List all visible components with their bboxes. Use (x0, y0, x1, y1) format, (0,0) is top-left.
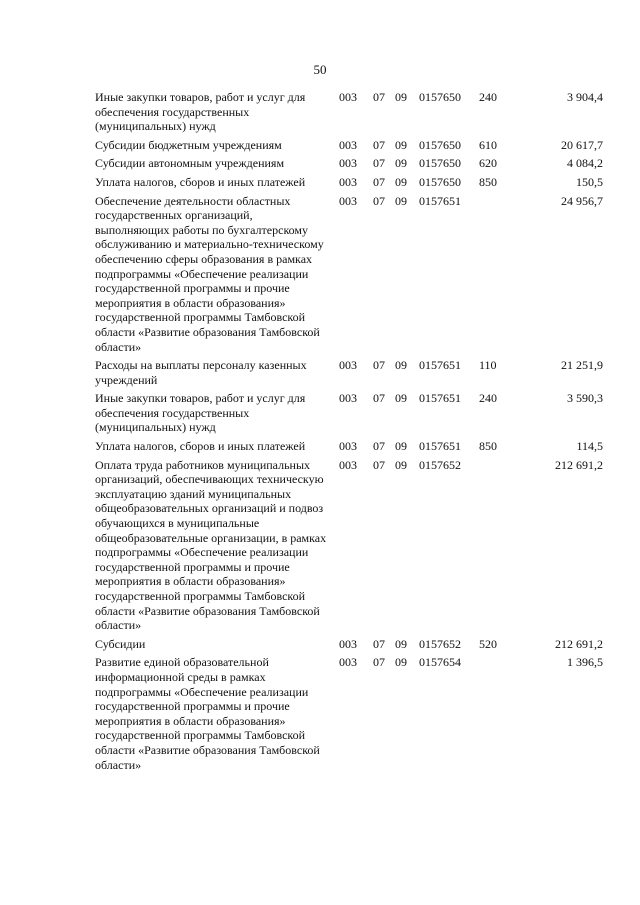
section-code: 07 (373, 457, 385, 472)
department-code: 003 (339, 439, 357, 454)
table-row (95, 194, 603, 355)
table-row (95, 637, 603, 652)
expense-name: Уплата налогов, сборов и иных платежей (95, 439, 306, 454)
target-article-code: 0157651 (419, 193, 461, 208)
department-code: 003 (339, 358, 357, 373)
section-code: 07 (373, 174, 385, 189)
target-article-code: 0157651 (419, 391, 461, 406)
table-row (95, 439, 603, 454)
expense-type-code: 240 (479, 90, 497, 104)
subsection-code: 09 (395, 137, 407, 152)
page-number: 50 (313, 62, 327, 77)
expense-name: Развитие единой образовательной информационной среды в рамках подпрограммы «Обеспечение реализации государственной программы и прочие мероприятия в области образования» государственной программы Тамбовской области «Развитие образования Тамбовской области» (95, 655, 320, 772)
section-code: 07 (373, 193, 385, 208)
expense-type-code: 850 (479, 174, 497, 189)
expense-name: Иные закупки товаров, работ и услуг для обеспечения государственных (муниципальных) нужд (95, 391, 306, 435)
target-article-code: 0157650 (419, 156, 461, 171)
amount: 114,5 (576, 439, 603, 454)
section-code: 07 (373, 90, 385, 104)
expense-type-code: 610 (479, 137, 497, 152)
subsection-code: 09 (395, 636, 407, 651)
amount: 212 691,2 (555, 457, 603, 472)
expense-name: Иные закупки товаров, работ и услуг для обеспечения государственных (муниципальных) нужд (95, 90, 306, 134)
amount: 212 691,2 (555, 636, 603, 651)
amount: 4 084,2 (567, 156, 603, 171)
amount: 1 396,5 (567, 655, 603, 670)
department-code: 003 (339, 137, 357, 152)
table-row (95, 90, 603, 134)
subsection-code: 09 (395, 655, 407, 670)
budget-table (95, 90, 603, 776)
expense-type-code: 620 (479, 156, 497, 171)
subsection-code: 09 (395, 156, 407, 171)
subsection-code: 09 (395, 358, 407, 373)
department-code: 003 (339, 636, 357, 651)
section-code: 07 (373, 358, 385, 373)
subsection-code: 09 (395, 193, 407, 208)
expense-name: Субсидии автономным учреждениям (95, 156, 285, 171)
section-code: 07 (373, 439, 385, 454)
subsection-code: 09 (395, 90, 407, 104)
amount: 3 590,3 (567, 391, 603, 406)
table-row (95, 391, 603, 435)
department-code: 003 (339, 90, 357, 104)
table-row (95, 175, 603, 190)
target-article-code: 0157652 (419, 636, 461, 651)
expense-name: Уплата налогов, сборов и иных платежей (95, 174, 306, 189)
subsection-code: 09 (395, 174, 407, 189)
amount: 3 904,4 (567, 90, 603, 104)
expense-name: Оплата труда работников муниципальных организаций, обеспечивающих техническую эксплуатацию зданий муниципальных общеобразовательных организаций и подвоз обучающихся в муниципальные общеобразовательные организации, в рамках подпрограммы «Обеспечение реализации государственной программы и прочие мероприятия в области образования» государственной программы Тамбовской области «Развитие образования Тамбовской области» (95, 457, 327, 633)
expense-type-code: 110 (479, 358, 497, 373)
subsection-code: 09 (395, 457, 407, 472)
section-code: 07 (373, 655, 385, 670)
section-code: 07 (373, 391, 385, 406)
table-row (95, 138, 603, 153)
department-code: 003 (339, 457, 357, 472)
target-article-code: 0157654 (419, 655, 461, 670)
table-row (95, 156, 603, 171)
target-article-code: 0157650 (419, 90, 461, 104)
target-article-code: 0157652 (419, 457, 461, 472)
section-code: 07 (373, 137, 385, 152)
subsection-code: 09 (395, 391, 407, 406)
department-code: 003 (339, 156, 357, 171)
expense-type-code: 850 (479, 439, 497, 454)
department-code: 003 (339, 655, 357, 670)
department-code: 003 (339, 391, 357, 406)
expense-name: Расходы на выплаты персоналу казенных учреждений (95, 358, 307, 387)
department-code: 003 (339, 193, 357, 208)
target-article-code: 0157651 (419, 439, 461, 454)
department-code: 003 (339, 174, 357, 189)
target-article-code: 0157650 (419, 137, 461, 152)
expense-type-code: 520 (479, 636, 497, 651)
section-code: 07 (373, 156, 385, 171)
subsection-code: 09 (395, 439, 407, 454)
table-row (95, 655, 603, 772)
target-article-code: 0157651 (419, 358, 461, 373)
amount: 21 251,9 (561, 358, 603, 373)
section-code: 07 (373, 636, 385, 651)
amount: 150,5 (576, 174, 603, 189)
amount: 24 956,7 (561, 193, 603, 208)
expense-type-code: 240 (479, 391, 497, 406)
expense-name: Субсидии (95, 636, 146, 651)
amount: 20 617,7 (561, 137, 603, 152)
expense-name: Субсидии бюджетным учреждениям (95, 137, 282, 152)
target-article-code: 0157650 (419, 174, 461, 189)
table-row (95, 358, 603, 387)
table-row (95, 458, 603, 633)
expense-name: Обеспечение деятельности областных государственных организаций, выполняющих работы по бухгалтерскому обслуживанию и материально-техническому обеспечению сферы образования в рамках подпрограммы «Обеспечение реализации государственной программы и прочие мероприятия в области образования» государственной программы Тамбовской области «Развитие образования Тамбовской области» (95, 193, 324, 354)
